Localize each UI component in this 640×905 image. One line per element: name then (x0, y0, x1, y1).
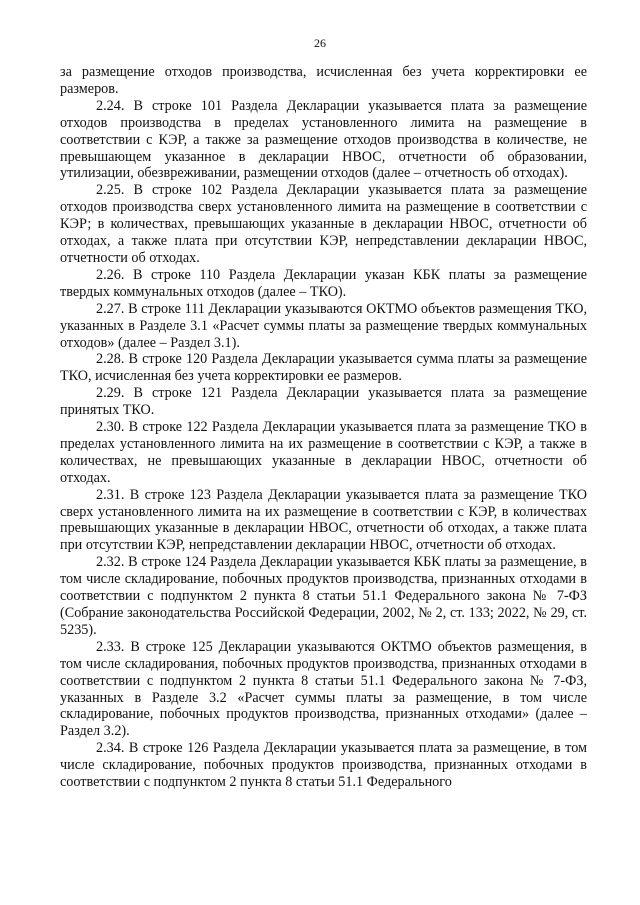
paragraph-2-34: 2.34. В строке 126 Раздела Декларации указывается плата за размещение, в том числе складирование, побочных продуктов производства, признанных отходами в соответствии с подпунктом 2 пункта 8 статьи 51.1 Федерального (60, 740, 587, 791)
paragraph-2-32: 2.32. В строке 124 Раздела Декларации указывается КБК платы за размещение, в том числе складирование, побочных продуктов производства, признанных отходами в соответствии с подпунктом 2 пункта 8 статьи 51.1 Федерального закона № 7-ФЗ (Собрание законодательства Российской Федерации, 2002, № 2, ст. 133; 2022, № 29, ст. 5235). (60, 554, 587, 638)
paragraph-2-30: 2.30. В строке 122 Раздела Декларации указывается плата за размещение ТКО в пределах установленного лимита на их размещение в соответствии с КЭР, а также в количествах, не превышающих указанные в декларации НВОС, отчетности об отходах. (60, 419, 587, 486)
paragraph-2-27: 2.27. В строке 111 Декларации указываются ОКТМО объектов размещения ТКО, указанных в Разделе 3.1 «Расчет суммы платы за размещение твердых коммунальных отходов» (далее – Раздел 3.1). (60, 300, 587, 351)
paragraph-2-28: 2.28. В строке 120 Раздела Декларации указывается сумма платы за размещение ТКО, исчисленная без учета корректировки ее размеров. (60, 351, 587, 385)
paragraph-2-25: 2.25. В строке 102 Раздела Декларации указывается плата за размещение отходов производства сверх установленного лимита на размещение в соответствии с КЭР; в количествах, превышающих указанные в декларации НВОС, отчетности об отходах, а также плата при отсутствии КЭР, непредставлении декларации НВОС, отчетности об отходах. (60, 182, 587, 266)
paragraph-2-24: 2.24. В строке 101 Раздела Декларации указывается плата за размещение отходов производства в пределах установленного лимита на размещение в соответствии с КЭР, а также за размещение отходов производства в количестве, не превышающем указанное в декларации НВОС, отчетности об образовании, утилизации, обезвреживании, размещении отходов (далее – отчетность об отходах). (60, 97, 587, 182)
paragraph-2-29: 2.29. В строке 121 Раздела Декларации указывается плата за размещение принятых ТКО. (60, 385, 587, 419)
paragraph-2-33: 2.33. В строке 125 Декларации указываются ОКТМО объектов размещения, в том числе складирования, побочных продуктов производства, признанных отходами в соответствии с подпунктом 2 пункта 8 статьи 51.1 Федерального закона № 7-ФЗ, указанных в Разделе 3.2 «Расчет суммы платы за размещение, в том числе складирование, побочных продуктов производства, признанных отходами» (далее – Раздел 3.2). (60, 638, 587, 740)
paragraph-continuation: за размещение отходов производства, исчисленная без учета корректировки ее размеров. (60, 64, 587, 97)
paragraph-2-26: 2.26. В строке 110 Раздела Декларации указан КБК платы за размещение твердых коммунальных отходов (далее – ТКО). (60, 266, 587, 300)
page-number: 26 (314, 36, 326, 50)
document-body (60, 64, 587, 791)
paragraph-2-31: 2.31. В строке 123 Раздела Декларации указывается плата за размещение ТКО сверх установленного лимита на их размещение в соответствии с КЭР, в количествах превышающих указанные в декларации НВОС, отчетности об отходах, а также плата при отсутствии КЭР, непредставлении декларации НВОС, отчетности об отходах. (60, 486, 587, 554)
